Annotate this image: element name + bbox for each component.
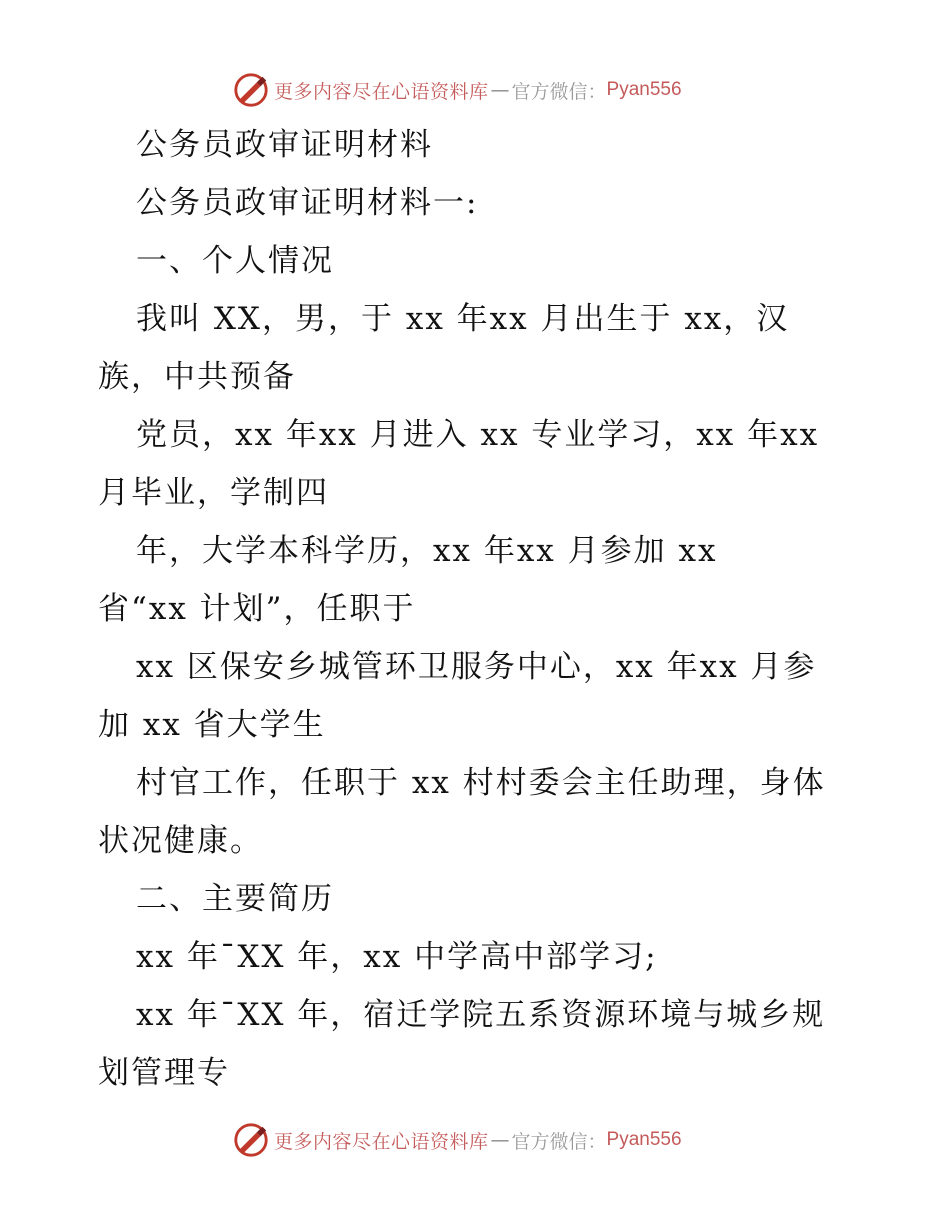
watermark-wechat-id: Pyan556 — [606, 79, 682, 100]
paragraph-line: 党员，xx 年xx 月进入 xx 专业学习，xx 年xx — [136, 417, 820, 453]
paragraph-line: xx 年¯XX 年，宿迁学院五系资源环境与城乡规 — [136, 997, 826, 1033]
paragraph-line: xx 年¯XX 年，xx 中学高中部学习; — [136, 939, 658, 975]
paragraph-line: 月毕业，学制四 — [98, 475, 329, 511]
paragraph-line: 年，大学本科学历，xx 年xx 月参加 xx — [136, 533, 718, 569]
watermark-separator: — — [490, 79, 510, 101]
watermark-separator: — — [490, 1129, 510, 1151]
section-heading: 二、主要简历 — [136, 881, 334, 917]
paragraph-line: xx 区保安乡城管环卫服务中心，xx 年xx 月参 — [136, 649, 817, 685]
paragraph-line: 省“xx 计划”，任职于 — [98, 591, 416, 627]
watermark-footer — [232, 1120, 682, 1160]
watermark-official-text: 官方微信： — [511, 80, 607, 103]
paragraph-line: 村官工作，任职于 xx 村村委会主任助理，身体 — [136, 765, 826, 801]
paragraph-line: 族，中共预备 — [98, 359, 296, 395]
red-pen-circle-icon — [232, 1121, 270, 1159]
section-heading: 一、个人情况 — [136, 243, 334, 279]
watermark-header — [232, 70, 682, 110]
paragraph-line: 状况健康。 — [98, 823, 263, 859]
document-title: 公务员政审证明材料 — [136, 127, 433, 163]
watermark-wechat-id: Pyan556 — [606, 1129, 682, 1150]
watermark-site-text: 更多内容尽在心语资料库 — [274, 1130, 489, 1153]
paragraph-line: 加 xx 省大学生 — [98, 707, 326, 743]
red-pen-circle-icon — [232, 71, 270, 109]
document-subtitle: 公务员政审证明材料一: — [136, 185, 479, 221]
paragraph-line: 我叫 XX，男，于 xx 年xx 月出生于 xx，汉 — [136, 301, 790, 337]
watermark-official-text: 官方微信： — [511, 1130, 607, 1153]
watermark-site-text: 更多内容尽在心语资料库 — [274, 80, 489, 103]
paragraph-line: 划管理专 — [98, 1055, 230, 1091]
